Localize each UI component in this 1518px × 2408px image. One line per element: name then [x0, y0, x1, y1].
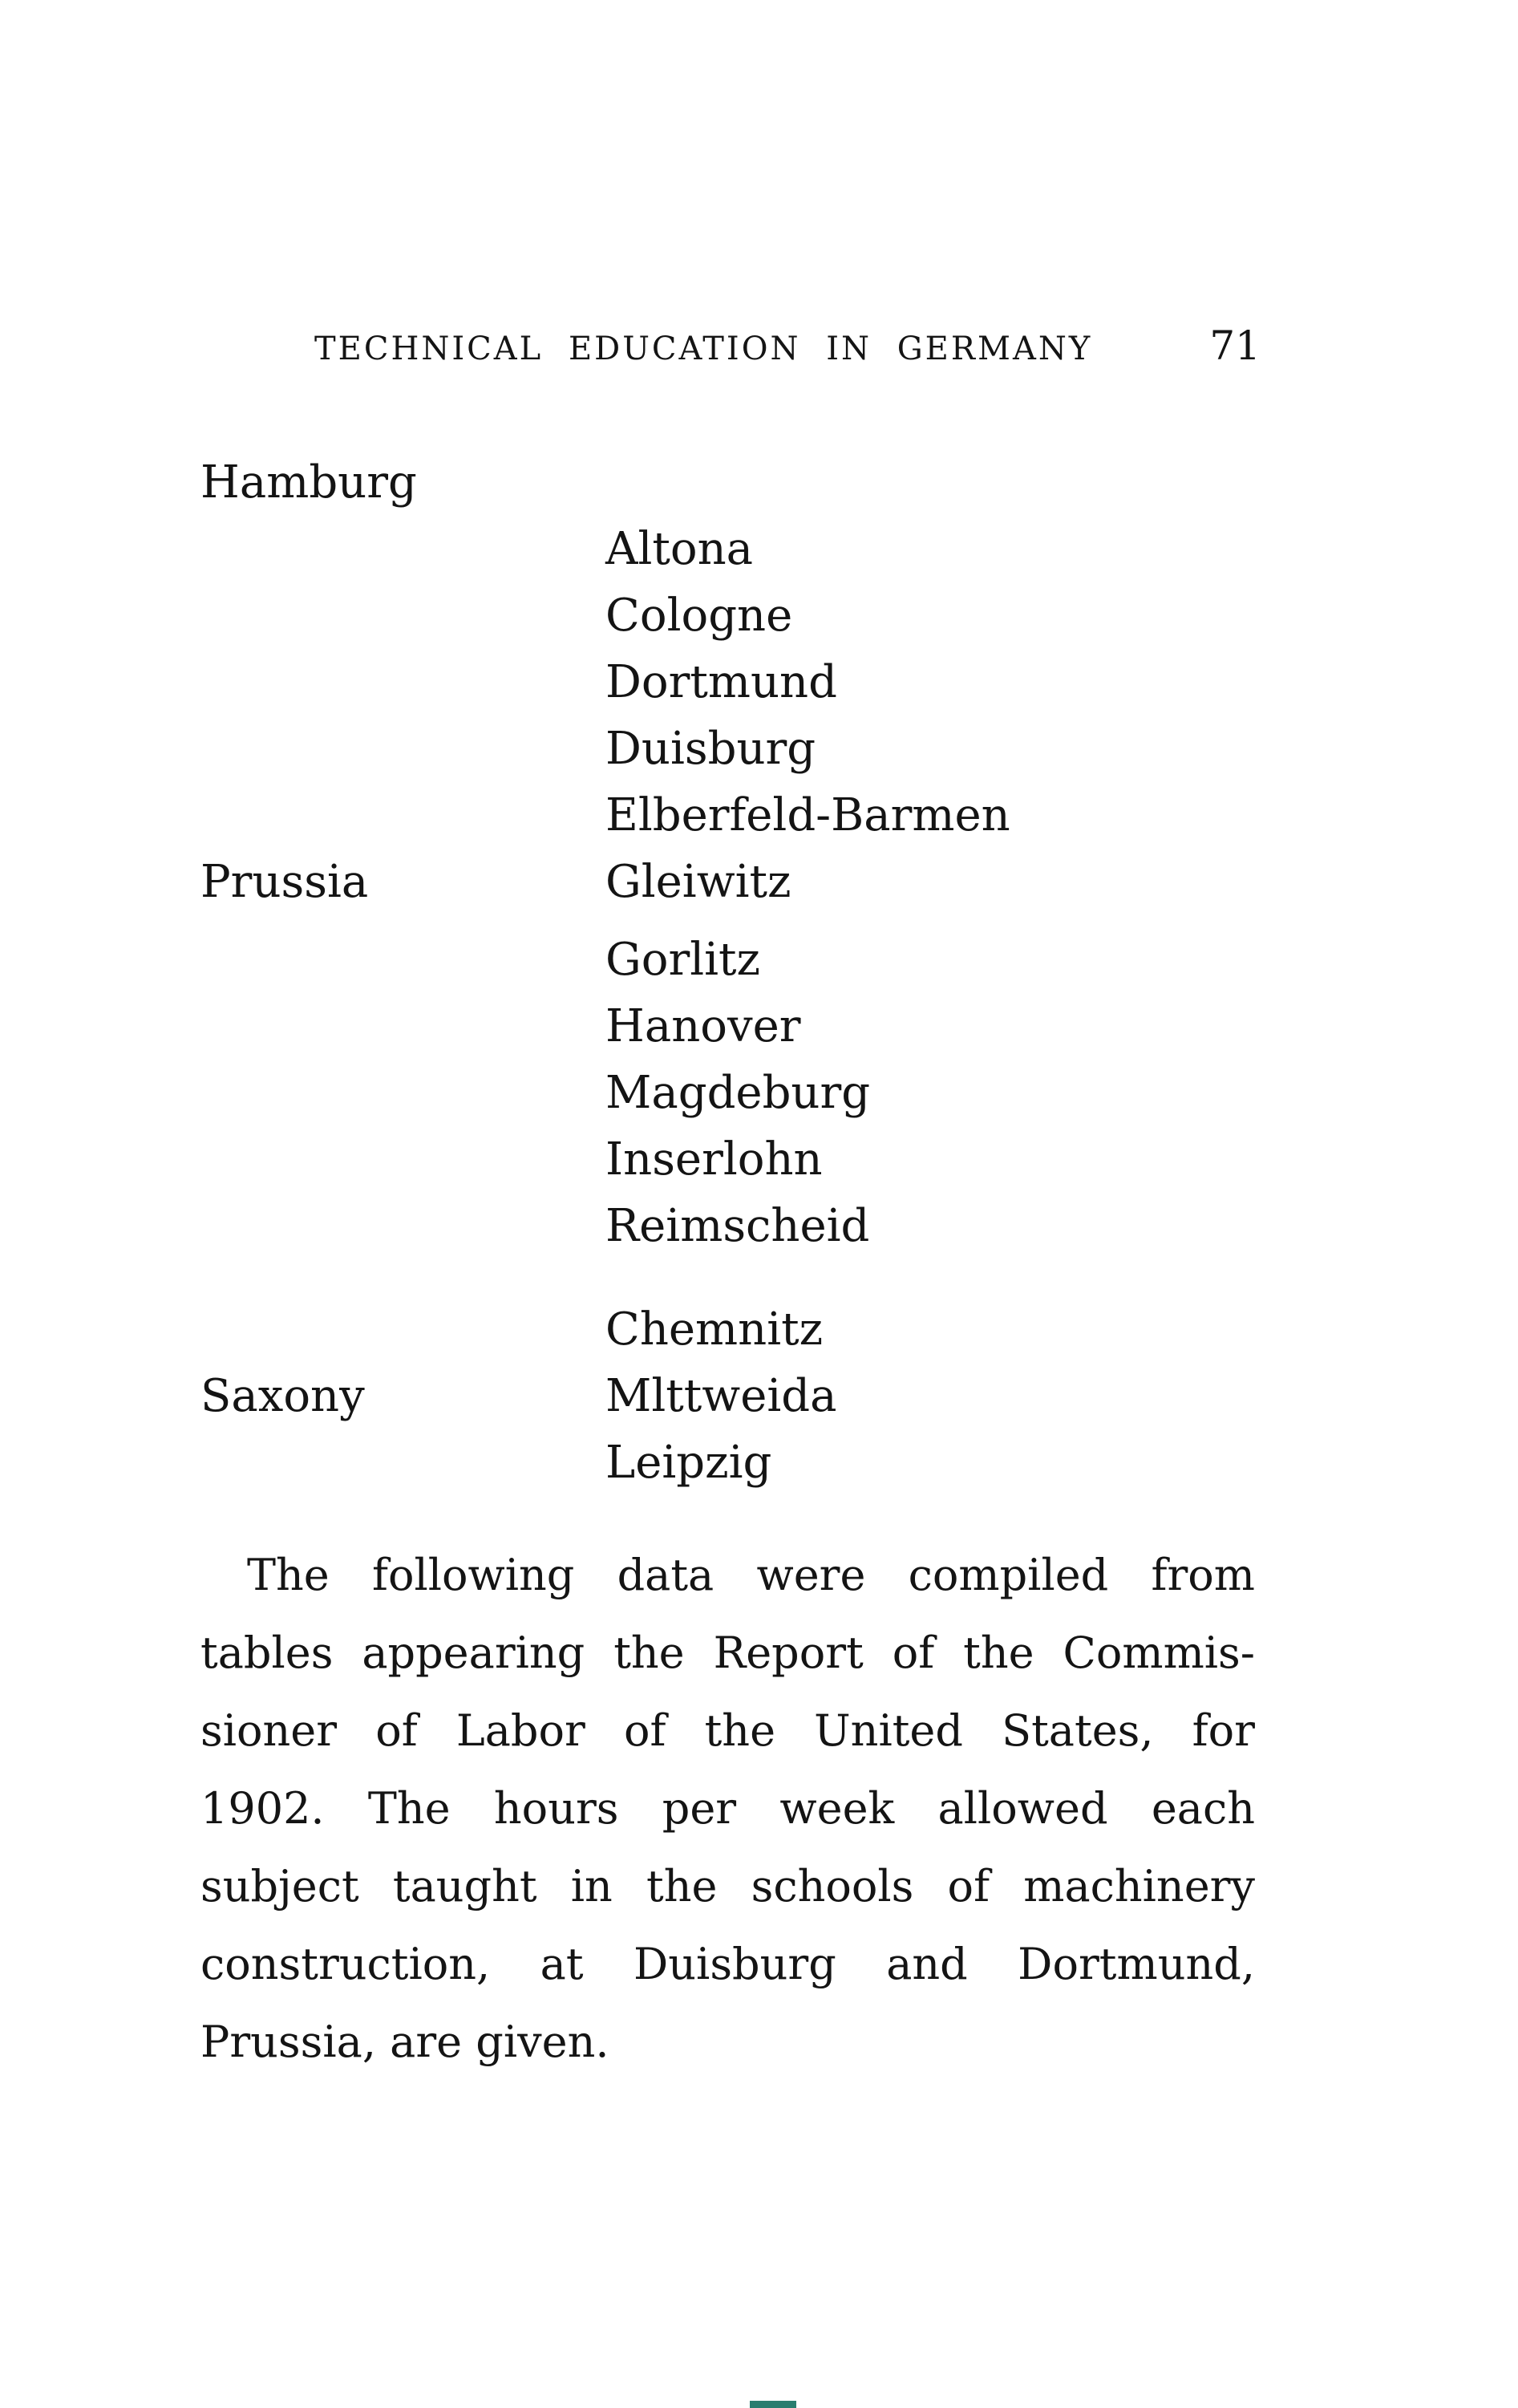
region-label	[200, 993, 605, 1060]
region-label	[200, 1060, 605, 1126]
region-label	[200, 649, 605, 716]
city-name: Dortmund	[605, 656, 837, 708]
city-name: Inserlohn	[605, 1133, 823, 1186]
page-title: TECHNICAL EDUCATION IN GERMANY	[314, 330, 1093, 367]
city-name: Gleiwitz	[605, 856, 791, 908]
paragraph-line: construction, at Duisburg and Dortmund,	[200, 1939, 1255, 1989]
list-row	[200, 1429, 1010, 1496]
region-label: Saxony	[200, 1370, 365, 1422]
paragraph-line: subject taught in the schools of machinery	[200, 1861, 1255, 1911]
city-name: Duisburg	[605, 723, 816, 775]
list-row	[200, 516, 1010, 582]
list-row	[200, 1296, 1010, 1363]
list-row	[200, 716, 1010, 782]
list-row	[200, 926, 1010, 993]
region-label: Prussia	[200, 856, 369, 908]
list-row	[200, 849, 1010, 915]
running-head	[314, 322, 1261, 369]
scan-artifact	[750, 2401, 796, 2408]
city-name: Leipzig	[605, 1437, 772, 1489]
paragraph-line: 1902. The hours per week allowed each	[200, 1783, 1255, 1834]
region-label	[200, 516, 605, 582]
city-name: Hanover	[605, 1000, 801, 1052]
body-paragraph	[200, 1536, 1255, 2081]
list-row	[200, 1060, 1010, 1126]
city-name: Chemnitz	[605, 1303, 824, 1356]
region-label	[200, 582, 605, 649]
region-label	[200, 926, 605, 993]
paragraph-line: The following data were compiled from	[247, 1550, 1255, 1600]
region-label	[200, 1429, 605, 1496]
paragraph-line: Prussia, are given.	[200, 2017, 609, 2067]
city-name: Magdeburg	[605, 1067, 871, 1119]
region-label	[200, 782, 605, 849]
list-row	[200, 1126, 1010, 1193]
city-name: Altona	[605, 523, 754, 575]
list-row	[200, 649, 1010, 716]
list-row	[200, 1363, 1010, 1429]
list-row	[200, 449, 1010, 516]
region-label: Hamburg	[200, 456, 417, 509]
region-label	[200, 1193, 605, 1259]
list-row	[200, 782, 1010, 849]
list-row	[200, 1193, 1010, 1259]
city-name: Cologne	[605, 590, 793, 642]
paragraph-line: tables appearing the Report of the Commis-	[200, 1628, 1255, 1678]
city-name: Gorlitz	[605, 934, 761, 986]
paragraph-line: sioner of Labor of the United States, for	[200, 1705, 1255, 1756]
region-label	[200, 1296, 605, 1363]
region-label	[200, 716, 605, 782]
region-city-list	[200, 449, 1010, 1496]
city-name: Reimscheid	[605, 1200, 870, 1252]
region-label	[200, 1126, 605, 1193]
list-row	[200, 582, 1010, 649]
list-row	[200, 993, 1010, 1060]
city-name: Elberfeld-Barmen	[605, 789, 1010, 841]
city-name: Mlttweida	[605, 1370, 837, 1422]
page-number: 71	[1209, 322, 1261, 369]
